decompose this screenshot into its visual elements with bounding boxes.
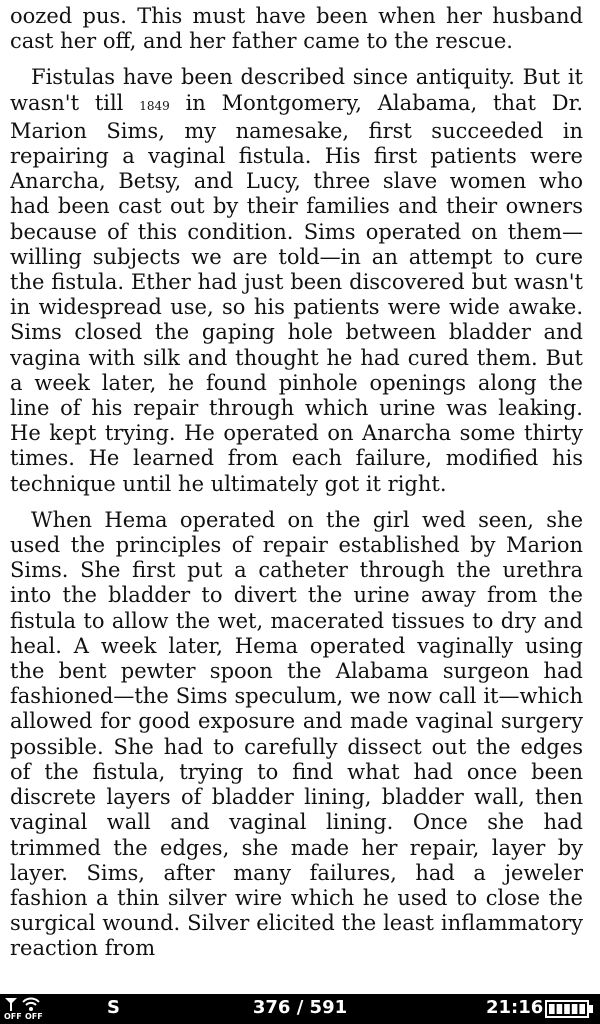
- status-bar: [0, 994, 600, 1024]
- paragraph-2-text-b: in Montgomery, Alabama, that Dr. Marion Sims, my namesake, first succeeded in repairing a vaginal fistula. His first patients were Anarcha, Betsy, and Lucy, three slave women who had been cast out by their families and their owners because of this condition. Sims operated on them—willing subjects we are told—in an attempt to cure the fistula. Ether had just been discovered but wasn't in widespread use, so his patients were wide awake. Sims closed the gaping hole between bladder and vagina with silk and thought he had cured them. But a week later, he found pinhole openings along the line of his repair through which urine was leaking. He kept trying. He operated on Anarcha some thirty times. He learned from each failure, modified his technique until he ultimately got it right.: [10, 90, 583, 496]
- paragraph-2-text-a: Fistulas have been described since antiquity. But it wasn't till: [10, 65, 583, 115]
- year-figure: 1849: [139, 98, 170, 113]
- battery-cells: [549, 1004, 585, 1014]
- signal-off-label: OFF: [25, 1012, 43, 1021]
- battery-cell: [564, 1004, 570, 1014]
- page-counter[interactable]: 376 / 591: [252, 997, 348, 1018]
- antenna-wifi-icon: [3, 996, 47, 1012]
- battery-cell: [579, 1004, 585, 1014]
- paragraph-3: When Hema operated on the girl wed seen, she used the principles of repair established by Marion Sims. She first put a catheter through the urethra into the bladder to divert the urine away from the fistula to allow the wet, macerated tissues to dry and heal. A week later, Hema operated vaginally using the bent pewter spoon the Alabama surgeon had fashioned—the Sims speculum, we now call it—which allowed for good exposure and made vaginal surgery possible. She had to carefully dissect out the edges of the fistula, trying to find what had once been discrete layers of bladder lining, bladder wall, then vaginal wall and vaginal lining. Once she had trimmed the edges, she made her repair, layer by layer. Sims, after many failures, had a jeweler fashion a thin silver wire which he used to close the surgical wound. Silver elicited the least inflammatory reaction from: [10, 507, 583, 961]
- sync-indicator: S: [107, 997, 120, 1018]
- battery-cell: [549, 1004, 555, 1014]
- paragraph-1: oozed pus. This must have been when her husband cast her off, and her father came to the rescue.: [10, 4, 583, 54]
- book-page[interactable]: [10, 4, 583, 994]
- paragraph-2: [10, 65, 583, 496]
- battery-full-icon: [545, 1000, 594, 1018]
- battery-cell: [557, 1004, 563, 1014]
- wifi-off-label: OFF: [4, 1012, 22, 1021]
- clock: 21:16: [486, 997, 544, 1018]
- battery-cell: [572, 1004, 578, 1014]
- connectivity-indicator: [3, 996, 47, 1022]
